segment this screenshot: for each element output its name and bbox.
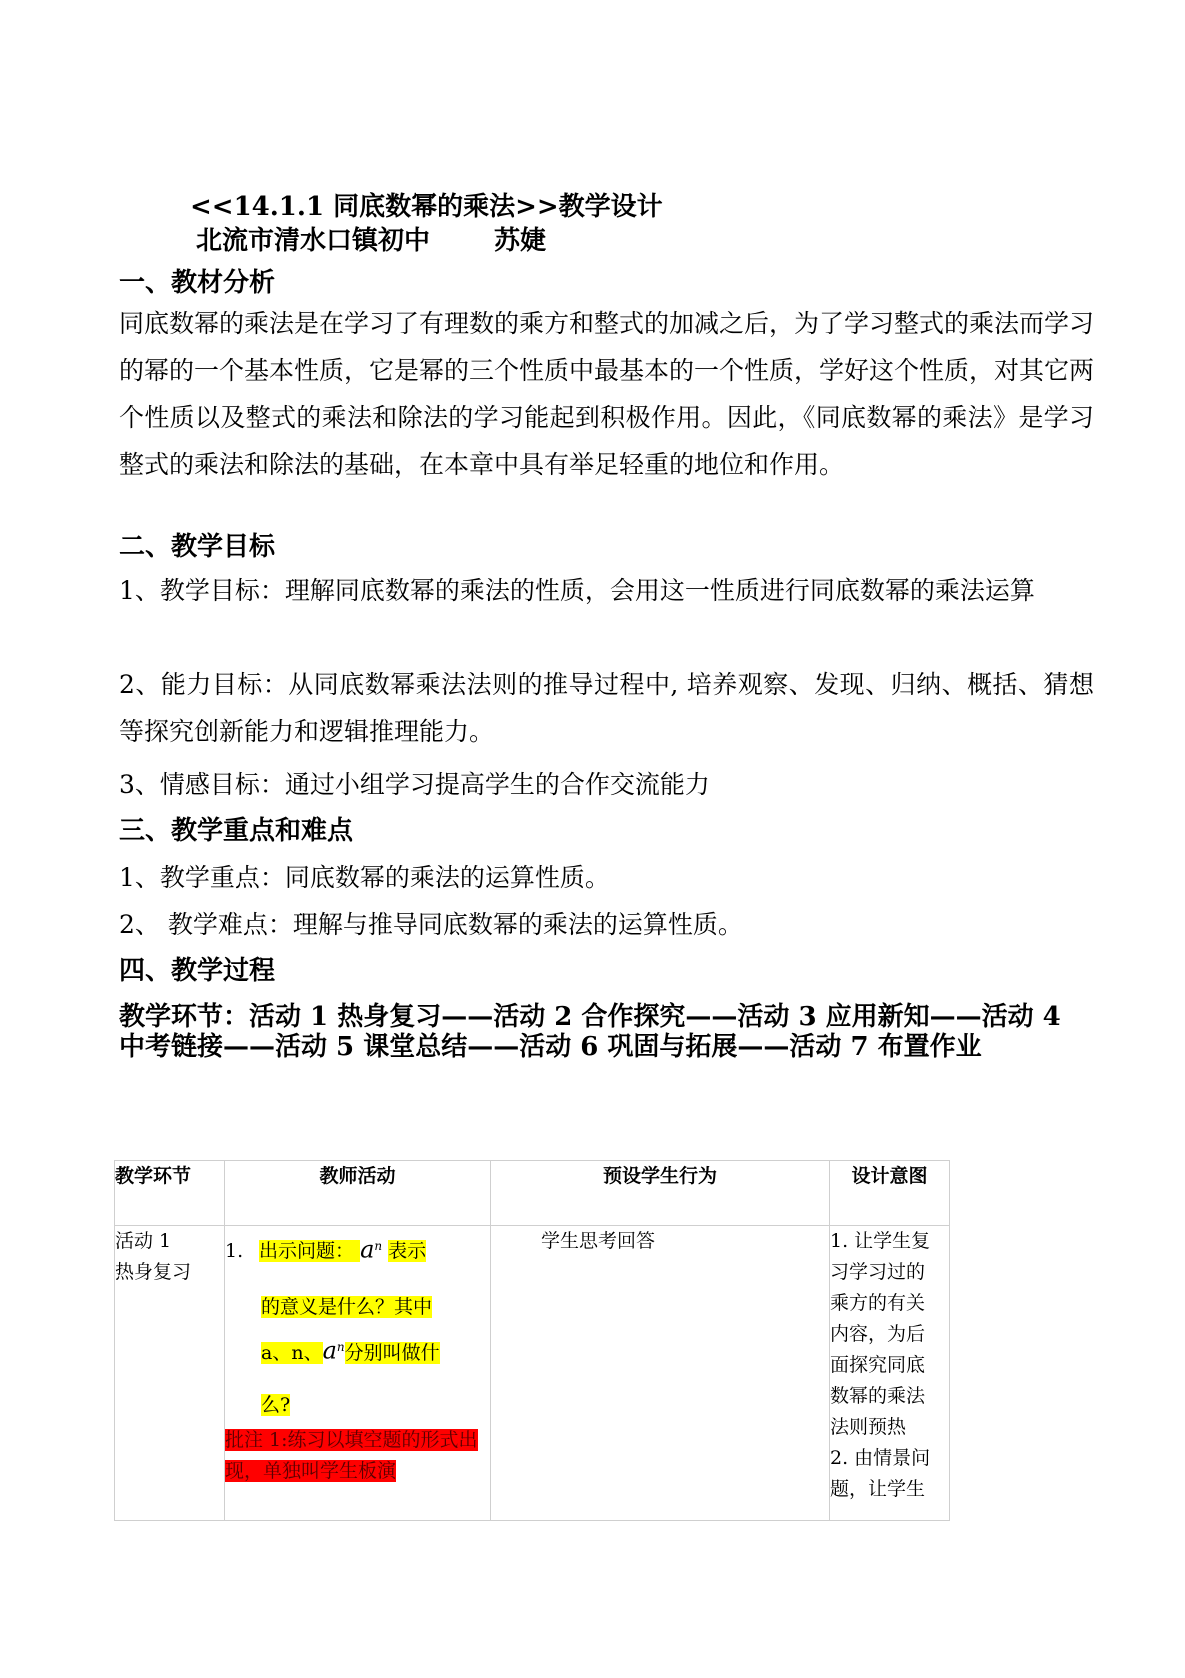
objective-1: 1、教学目标：理解同底数幂的乘法的性质，会用这一性质进行同底数幂的乘法运算: [119, 576, 1035, 605]
intent-line: 2. 由情景问: [830, 1447, 931, 1469]
stage-line-1: 活动 1: [115, 1230, 172, 1252]
section-heading-3: 三、教学重点和难点: [119, 816, 354, 846]
item-number: 1.: [225, 1240, 244, 1263]
power-exponent-2: n: [336, 1340, 345, 1355]
header-stage: 教学环节: [115, 1161, 225, 1226]
header-intent: 设计意图: [830, 1161, 950, 1226]
header-student: 预设学生行为: [491, 1161, 830, 1226]
power-base: a: [360, 1235, 375, 1264]
intent-line: 乘方的有关: [830, 1292, 926, 1314]
stage-cell: [115, 1226, 225, 1521]
intent-cell: [830, 1226, 950, 1521]
question-text-5: 分别叫做什: [344, 1341, 440, 1364]
intent-line: 面探究同底: [830, 1354, 926, 1376]
student-cell: 学生思考回答: [491, 1226, 830, 1521]
section-heading-2: 二、教学目标: [119, 532, 276, 562]
question-text-1: 出示问题：: [259, 1240, 355, 1263]
power-exponent: n: [374, 1239, 383, 1253]
intent-line: 法则预热: [830, 1416, 907, 1438]
teacher-cell: [225, 1226, 491, 1521]
objective-2: 2、能力目标：从同底数幂乘法法则的推导过程中, 培养观察、发现、归纳、概括、猜想等探究创新能力和逻辑推理能力。: [119, 670, 1094, 746]
intent-line: 题，让学生: [830, 1478, 926, 1500]
power-base-2: a: [322, 1336, 337, 1365]
stage-line-2: 热身复习: [115, 1261, 192, 1283]
school-name: 北流市清水口镇初中: [196, 226, 431, 256]
table-header-row: [115, 1161, 950, 1226]
section-heading-1: 一、教材分析: [119, 268, 276, 298]
lesson-plan-table: [114, 1160, 950, 1521]
section-text-1: 同底数幂的乘法是在学习了有理数的乘方和整式的加减之后，为了学习整式的乘法而学习的幂的一个基本性质，它是幂的三个性质中最基本的一个性质，学好这个性质，对其它两个性质以及整式的乘法和除法的学习能起到积极作用。因此，《同底数幂的乘法》是学习整式的乘法和除法的基础，在本章中具有举足轻重的地位和作用。: [119, 309, 1095, 479]
intent-line: 内容，为后: [830, 1323, 926, 1345]
intent-line: 1. 让学生复: [830, 1230, 931, 1252]
author-line: [196, 220, 546, 257]
author-name: 苏婕: [494, 226, 547, 256]
table-row: [115, 1226, 950, 1521]
key-point: 1、教学重点：同底数幂的乘法的运算性质。: [119, 863, 610, 892]
header-teacher: 教师活动: [225, 1161, 491, 1226]
difficult-point: 2、 教学难点：理解与推导同底数幂的乘法的运算性质。: [119, 910, 743, 939]
intent-line: 习学习过的: [830, 1261, 926, 1283]
question-text-4: a、n、: [261, 1341, 323, 1364]
section-heading-4: 四、教学过程: [119, 956, 276, 986]
teaching-flow: 教学环节：活动 1 热身复习——活动 2 合作探究——活动 3 应用新知——活动 4 中考链接——活动 5 课堂总结——活动 6 巩固与拓展——活动 7 布置作业: [119, 1002, 1061, 1062]
document-title: <<14.1.1 同底数幂的乘法>>教学设计: [190, 192, 663, 222]
intent-line: 数幂的乘法: [830, 1385, 926, 1407]
question-text-6: 么?: [261, 1393, 291, 1416]
comment-note: 批注 1:练习以填空题的形式出现，单独叫学生板演: [225, 1428, 478, 1482]
question-text-3: 的意义是什么？其中: [261, 1296, 433, 1319]
question-text-2: 表示: [388, 1240, 427, 1263]
objective-3: 3、情感目标：通过小组学习提高学生的合作交流能力: [119, 770, 710, 799]
